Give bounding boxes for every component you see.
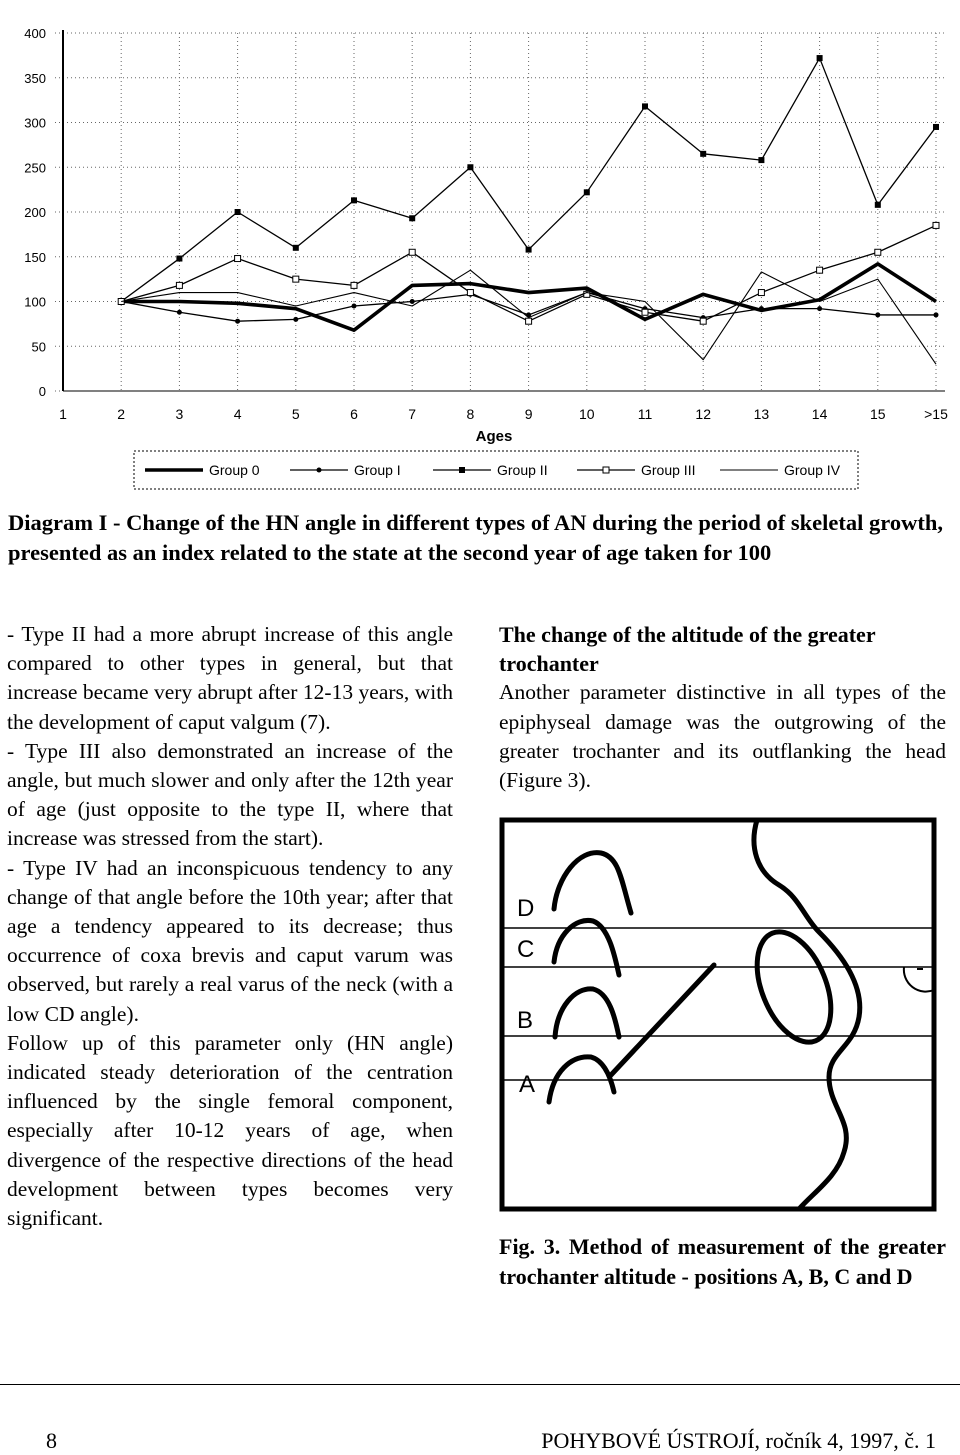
data-point — [409, 215, 415, 221]
x-tick-label: >15 — [924, 406, 948, 422]
data-point — [934, 312, 939, 317]
y-tick-label: 100 — [24, 294, 46, 310]
section-paragraph: Another parameter distinctive in all types of the epiphyseal damage was the outgrowing of the greater trochanter and its outflanking the head (Figure 3). — [499, 680, 946, 793]
data-point — [642, 309, 648, 315]
series-line — [121, 270, 936, 364]
figure-3-drawing — [499, 817, 937, 1212]
section-heading: The change of the altitude of the greater trochanter — [499, 622, 876, 677]
paragraph-type-iv: - Type IV had an inconspicuous tendency to any change of that angle before the 10th year; after that age a tendency appeared to its decrease; thus occurrence of coxa brevis and caput varum was observed, but rarely a real varus of the neck (with a low CD angle). — [7, 855, 453, 1026]
legend-label: Group 0 — [209, 462, 260, 478]
x-axis-label: Ages — [475, 428, 513, 445]
figure-frame — [502, 820, 934, 1209]
paragraph-type-iii: - Type III also demonstrated an increase of the angle, but much slower and only after the 12th year of age (just opposite to the type II, where that increase was stressed from the start). — [7, 738, 453, 851]
chart-legend — [134, 451, 858, 489]
footer-rule — [0, 1384, 960, 1385]
data-point — [467, 164, 473, 170]
data-point — [875, 249, 881, 255]
data-point — [817, 267, 823, 273]
line-chart — [0, 0, 960, 500]
data-point — [933, 124, 939, 130]
figure-3-caption: Fig. 3. Method of measurement of the greater trochanter altitude - positions A, B, C and D — [499, 1234, 946, 1289]
x-tick-label: 14 — [811, 406, 828, 422]
femoral-neck-line — [611, 965, 714, 1075]
data-point — [875, 202, 881, 208]
y-tick-labels — [24, 26, 46, 399]
y-tick-label: 300 — [24, 115, 46, 131]
x-tick-label: 12 — [695, 406, 711, 422]
trochanter-curve-b — [555, 989, 619, 1037]
data-point — [467, 290, 473, 296]
left-column — [7, 620, 453, 1233]
data-point — [177, 310, 182, 315]
data-point — [817, 55, 823, 61]
data-point — [603, 467, 609, 473]
data-point — [700, 151, 706, 157]
x-tick-label: 6 — [350, 406, 358, 422]
x-tick-label: 13 — [753, 406, 770, 422]
y-tick-label: 150 — [24, 249, 46, 265]
data-point — [526, 247, 532, 253]
x-tick-label: 3 — [175, 406, 184, 422]
data-point — [351, 197, 357, 203]
chart-axes — [63, 30, 945, 391]
data-point — [758, 157, 764, 163]
x-tick-label: 10 — [579, 406, 595, 422]
data-point — [875, 312, 880, 317]
x-tick-label: 7 — [408, 406, 417, 422]
data-point — [409, 249, 415, 255]
data-point — [584, 189, 590, 195]
label-a: A — [519, 1071, 536, 1098]
x-tick-label: 15 — [870, 406, 886, 422]
x-tick-label: 4 — [233, 406, 242, 422]
angle-arc — [904, 967, 934, 992]
diagram-caption: Diagram I - Change of the HN angle in different types of AN during the period of skeletal growth, presented as an index related to the state at the second year of age taken for 100 — [8, 510, 943, 565]
series-group-iv — [121, 270, 936, 364]
legend-label: Group II — [497, 462, 548, 478]
label-c: C — [517, 936, 535, 963]
label-b: B — [517, 1007, 534, 1034]
data-point — [317, 468, 322, 473]
data-point — [235, 256, 241, 262]
page-number: 8 — [46, 1428, 57, 1453]
legend-label: Group I — [354, 462, 401, 478]
x-tick-label: 8 — [466, 406, 475, 422]
data-point — [176, 282, 182, 288]
x-tick-label: 5 — [291, 406, 300, 422]
data-point — [410, 299, 415, 304]
series-line — [121, 58, 936, 301]
data-point — [293, 276, 299, 282]
y-tick-label: 200 — [24, 205, 46, 220]
data-point — [817, 306, 822, 311]
y-tick-label: 50 — [31, 339, 46, 355]
data-point — [351, 282, 357, 288]
paragraph-follow-up: Follow up of this parameter only (HN angle) indicated steady deterioration of the centration influenced by the single femoral component, especially after 10-12 years of age, when divergence of the respective directions of the head development between types becomes very significant. — [7, 1030, 453, 1231]
data-point — [758, 290, 764, 296]
journal-footer: POHYBOVÉ ÚSTROJÍ, ročník 4, 1997, č. 1 — [541, 1428, 936, 1453]
data-point — [759, 306, 764, 311]
data-point — [642, 103, 648, 109]
data-point — [526, 318, 532, 324]
data-point — [235, 319, 240, 324]
x-tick-label: 11 — [637, 406, 653, 422]
right-column — [499, 620, 946, 795]
y-tick-label: 0 — [38, 384, 46, 399]
data-point — [700, 318, 706, 324]
x-tick-labels — [59, 406, 948, 422]
data-point — [293, 317, 298, 322]
trochanter-curve-d — [554, 853, 631, 913]
x-tick-label: 2 — [117, 406, 126, 422]
chart-grid — [55, 33, 945, 391]
legend-label: Group IV — [784, 462, 841, 478]
data-point — [933, 222, 939, 228]
y-tick-label: 400 — [24, 26, 46, 41]
label-d: D — [517, 895, 535, 922]
x-tick-label: 9 — [524, 406, 533, 422]
y-tick-label: 250 — [24, 160, 46, 176]
series-group-ii — [118, 55, 939, 304]
y-tick-label: 350 — [24, 70, 46, 86]
data-point — [235, 209, 241, 215]
legend-label: Group III — [641, 462, 696, 478]
data-point — [293, 245, 299, 251]
data-point — [352, 303, 357, 308]
data-point — [459, 467, 465, 473]
data-point — [176, 256, 182, 262]
paragraph-type-ii: - Type II had a more abrupt increase of this angle compared to other types in general, but that increase became very abrupt after 12-13 years, with the development of caput valgum (7). — [7, 622, 453, 734]
x-tick-label: 1 — [59, 406, 67, 422]
